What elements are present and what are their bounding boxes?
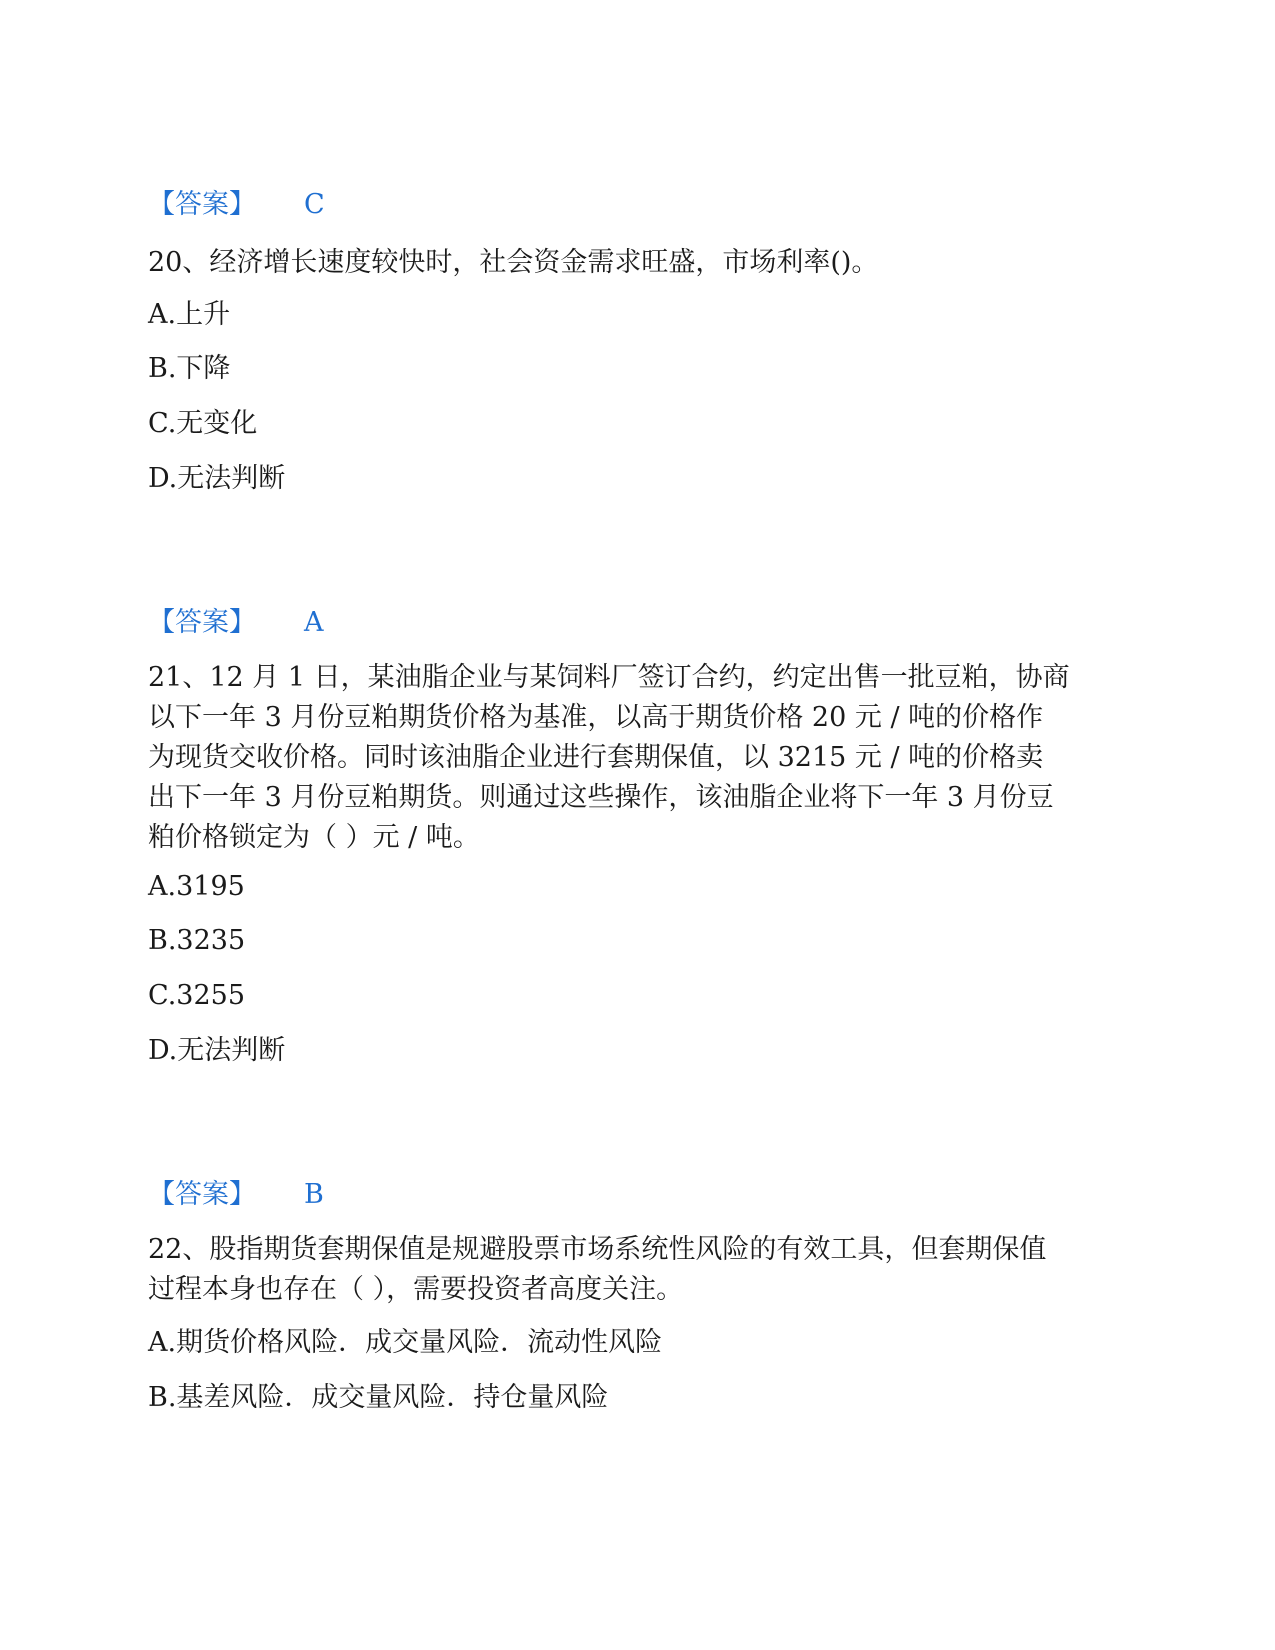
option-b: B.3235 bbox=[148, 925, 246, 956]
question-text: 过程本身也存在（ ），需要投资者高度关注。 bbox=[148, 1274, 684, 1305]
question-text: 22、股指期货套期保值是规避股票市场系统性风险的有效工具，但套期保值 bbox=[148, 1234, 1047, 1265]
option-d: D.无法判断 bbox=[148, 463, 286, 494]
answer-label: 【答案】 bbox=[148, 189, 256, 220]
option-a: A.期货价格风险．成交量风险．流动性风险 bbox=[148, 1327, 663, 1358]
answer-line bbox=[148, 604, 324, 642]
option-c: C.3255 bbox=[148, 980, 245, 1011]
question-22 bbox=[148, 1230, 1128, 1310]
option-b: B.下降 bbox=[148, 353, 231, 384]
answer-value: B bbox=[304, 1179, 324, 1210]
question-21 bbox=[148, 658, 1128, 858]
question-text: 出下一年 3 月份豆粕期货。则通过这些操作，该油脂企业将下一年 3 月份豆 bbox=[148, 782, 1054, 813]
option-a: A.上升 bbox=[148, 299, 231, 330]
option-d: D.无法判断 bbox=[148, 1035, 286, 1066]
answer-value: C bbox=[304, 189, 325, 220]
question-20 bbox=[148, 243, 1128, 283]
answer-label: 【答案】 bbox=[148, 607, 256, 638]
answer-line bbox=[148, 186, 325, 224]
question-text: 粕价格锁定为（ ）元 / 吨。 bbox=[148, 822, 480, 853]
question-text: 以下一年 3 月份豆粕期货价格为基准，以高于期货价格 20 元 / 吨的价格作 bbox=[148, 702, 1044, 733]
question-text: 为现货交收价格。同时该油脂企业进行套期保值，以 3215 元 / 吨的价格卖 bbox=[148, 742, 1044, 773]
option-c: C.无变化 bbox=[148, 408, 258, 439]
answer-label: 【答案】 bbox=[148, 1179, 256, 1210]
answer-value: A bbox=[304, 607, 324, 638]
answer-line bbox=[148, 1176, 324, 1214]
option-a: A.3195 bbox=[148, 871, 245, 902]
option-b: B.基差风险．成交量风险．持仓量风险 bbox=[148, 1382, 609, 1413]
question-text: 21、12 月 1 日，某油脂企业与某饲料厂签订合约，约定出售一批豆粕，协商 bbox=[148, 662, 1070, 693]
question-text: 20、经济增长速度较快时，社会资金需求旺盛，市场利率()。 bbox=[148, 247, 879, 278]
